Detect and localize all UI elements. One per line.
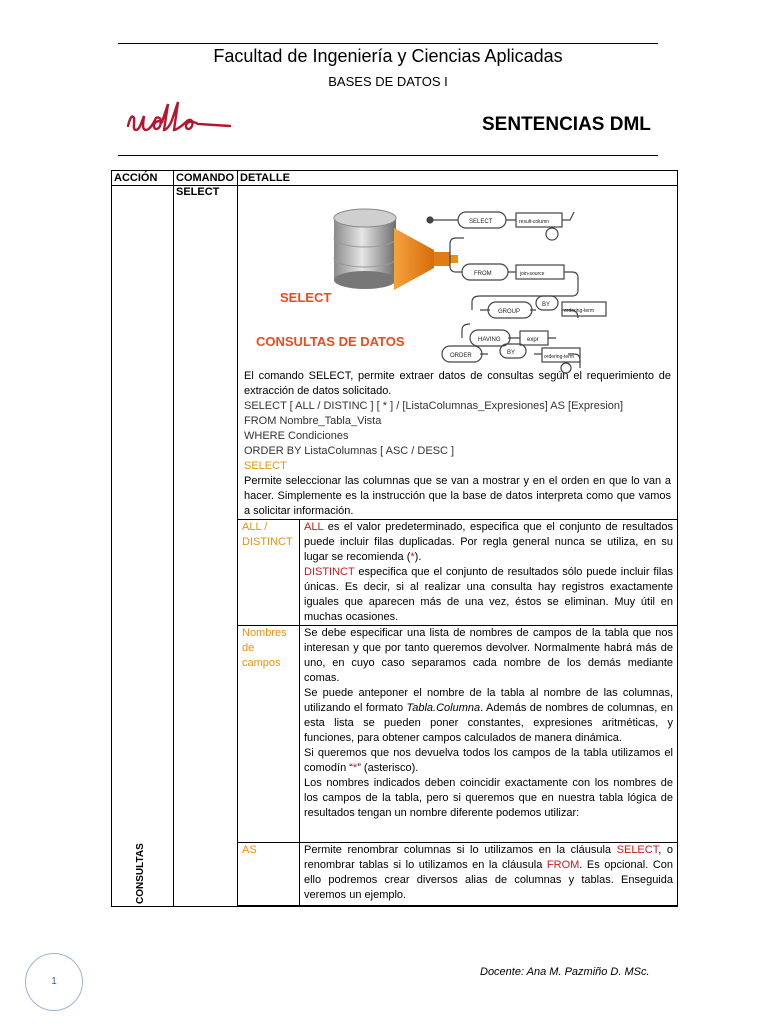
page-number-badge: 1 <box>25 953 83 1011</box>
diagram-kw-from: FROM <box>474 271 492 277</box>
udla-logo <box>124 96 234 145</box>
all-keyword: ALL <box>304 521 324 533</box>
intro-paragraph: El comando SELECT, permite extraer datos de consultas según el requerimiento de extracción de datos solicitado. <box>244 370 671 397</box>
nombres-p3-end: ” (asterisco). <box>357 762 419 774</box>
course-subtitle: BASES DE DATOS I <box>328 74 448 89</box>
syntax-line-3: WHERE Condiciones <box>244 430 349 442</box>
wildcard-symbol: * <box>352 762 358 774</box>
accion-cell <box>112 186 174 907</box>
as-text-2: , o renombrar tablas si lo utilizamos en la cláusula <box>304 844 673 871</box>
diagram-kw-by-2: BY <box>507 350 516 356</box>
detalle-cell <box>238 186 678 907</box>
as-text-3: . Es opcional. Con ello podremos crear diversos alias de columnas y tablas. Enseguida veremos un ejemplo. <box>304 859 673 901</box>
clause-label-all-distinct: ALL / DISTINCT <box>238 520 300 626</box>
all-text: es el valor predeterminado, especifica que el conjunto de resultados puede incluir filas duplicadas. Por regla general nunca se utiliza, en su lugar se recomienda ( <box>304 521 673 563</box>
diagram-kw-join-source: join-source <box>520 271 545 277</box>
clause-label-nombres: Nombres de campos <box>238 626 300 843</box>
clause-detail-all-distinct <box>300 520 678 626</box>
diagram-kw-ordering-term-2: ordering-term <box>544 354 575 360</box>
star-symbol: * <box>410 551 415 563</box>
diagram-kw-result-column: result-column <box>519 219 550 225</box>
header-bottom-rule <box>118 155 658 156</box>
clause-row-nombres <box>238 626 678 843</box>
all-text-end: ). <box>414 551 422 563</box>
diagram-kw-expr: expr <box>527 337 539 343</box>
select-description: Permite seleccionar las columnas que se van a mostrar y en el orden en que lo van a hacer. Simplemente es la instrucción que la base de datos interpreta como que vamos a solicitar información. <box>244 475 671 517</box>
document-title: SENTENCIAS DML <box>482 114 651 135</box>
distinct-keyword: DISTINCT <box>304 566 355 578</box>
select-heading: SELECT <box>244 460 287 472</box>
funnel-icon <box>394 228 458 290</box>
clause-row-all-distinct <box>238 520 678 626</box>
syntax-diagram <box>427 212 606 373</box>
diagram-kw-having: HAVING <box>478 337 501 343</box>
clause-label-as: AS <box>238 843 300 906</box>
header-top-rule <box>118 43 658 44</box>
table-row-select <box>112 186 678 907</box>
database-icon <box>334 209 396 289</box>
faculty-title: Facultad de Ingeniería y Ciencias Aplicadas <box>213 46 563 66</box>
col-header-detalle: DETALLE <box>238 171 678 186</box>
clause-detail-nombres <box>300 626 678 843</box>
consultas-label: CONSULTAS <box>135 843 146 904</box>
comando-cell: SELECT <box>174 186 238 907</box>
diagram-kw-by-1: BY <box>542 302 551 308</box>
diagram-kw-group: GROUP <box>498 309 521 315</box>
col-header-comando: COMANDO <box>174 171 238 186</box>
nombres-p1: Se debe especificar una lista de nombres de campos de la tabla que nos interesan y que por tanto queremos devolver. Normalmente habrá más de uno, en cuyo caso separamos cada nombre de los demás mediante comas. <box>304 627 673 684</box>
nombres-p3 <box>304 746 673 776</box>
nombres-p3-start: Si queremos que nos devuelva todos los campos de la tabla utilizamos el comodín “ <box>304 747 673 774</box>
col-header-accion: ACCIÓN <box>112 171 174 186</box>
tabla-columna-format: Tabla.Columna <box>406 702 481 714</box>
nombres-p2-start: Se puede anteponer el nombre de la tabla al nombre de las columnas, utilizando el formato <box>304 687 673 714</box>
diagram-kw-order: ORDER <box>450 353 472 359</box>
as-text-1: Permite renombrar columnas si lo utilizamos en la cláusula <box>304 844 617 856</box>
as-from-keyword: FROM <box>546 859 580 871</box>
as-select-keyword: SELECT <box>616 844 659 856</box>
syntax-line-1: SELECT [ ALL / DISTINC ] [ * ] / [ListaColumnas_Expresiones] AS [Expresion] <box>244 400 624 412</box>
consultas-label-wrap <box>134 844 148 904</box>
clause-detail-as <box>300 843 678 906</box>
syntax-line-2: FROM Nombre_Tabla_Vista <box>244 415 382 427</box>
dml-table <box>111 170 678 907</box>
diagram-kw-select: SELECT <box>469 219 493 225</box>
diagram-kw-ordering-term-1: ordering-term <box>564 308 595 314</box>
nombres-p2-end: . Además de nombres de columnas, en esta lista se pueden poner constantes, expresiones aritméticas, y funciones, para obtener campos calculados de manera dinámica. <box>304 702 673 744</box>
clause-table <box>237 519 678 906</box>
syntax-line-4: ORDER BY ListaColumnas [ ASC / DESC ] <box>244 445 455 457</box>
select-illustration <box>244 186 671 369</box>
footer-author: Docente: Ana M. Pazmiño D. MSc. <box>480 966 650 978</box>
select-image-label: SELECT <box>280 290 332 305</box>
table-header-row <box>112 171 678 186</box>
distinct-text: especifica que el conjunto de resultados sólo puede incluir filas únicas. Es decir, si al realizar una consulta hay registros exactamente iguales que aparecen más de una vez, éstos se eliminan. Muy útil en muchas ocasiones. <box>304 566 673 623</box>
nombres-p2 <box>304 686 673 746</box>
nombres-p4: Los nombres indicados deben coincidir exactamente con los nombres de los campos de la tabla, pero si queremos que en nuestra tabla lógica de resultados tengan un nombre diferente podemos utilizar: <box>304 777 673 819</box>
consultas-image-label: CONSULTAS DE DATOS <box>256 334 405 349</box>
clause-row-as <box>238 843 678 906</box>
